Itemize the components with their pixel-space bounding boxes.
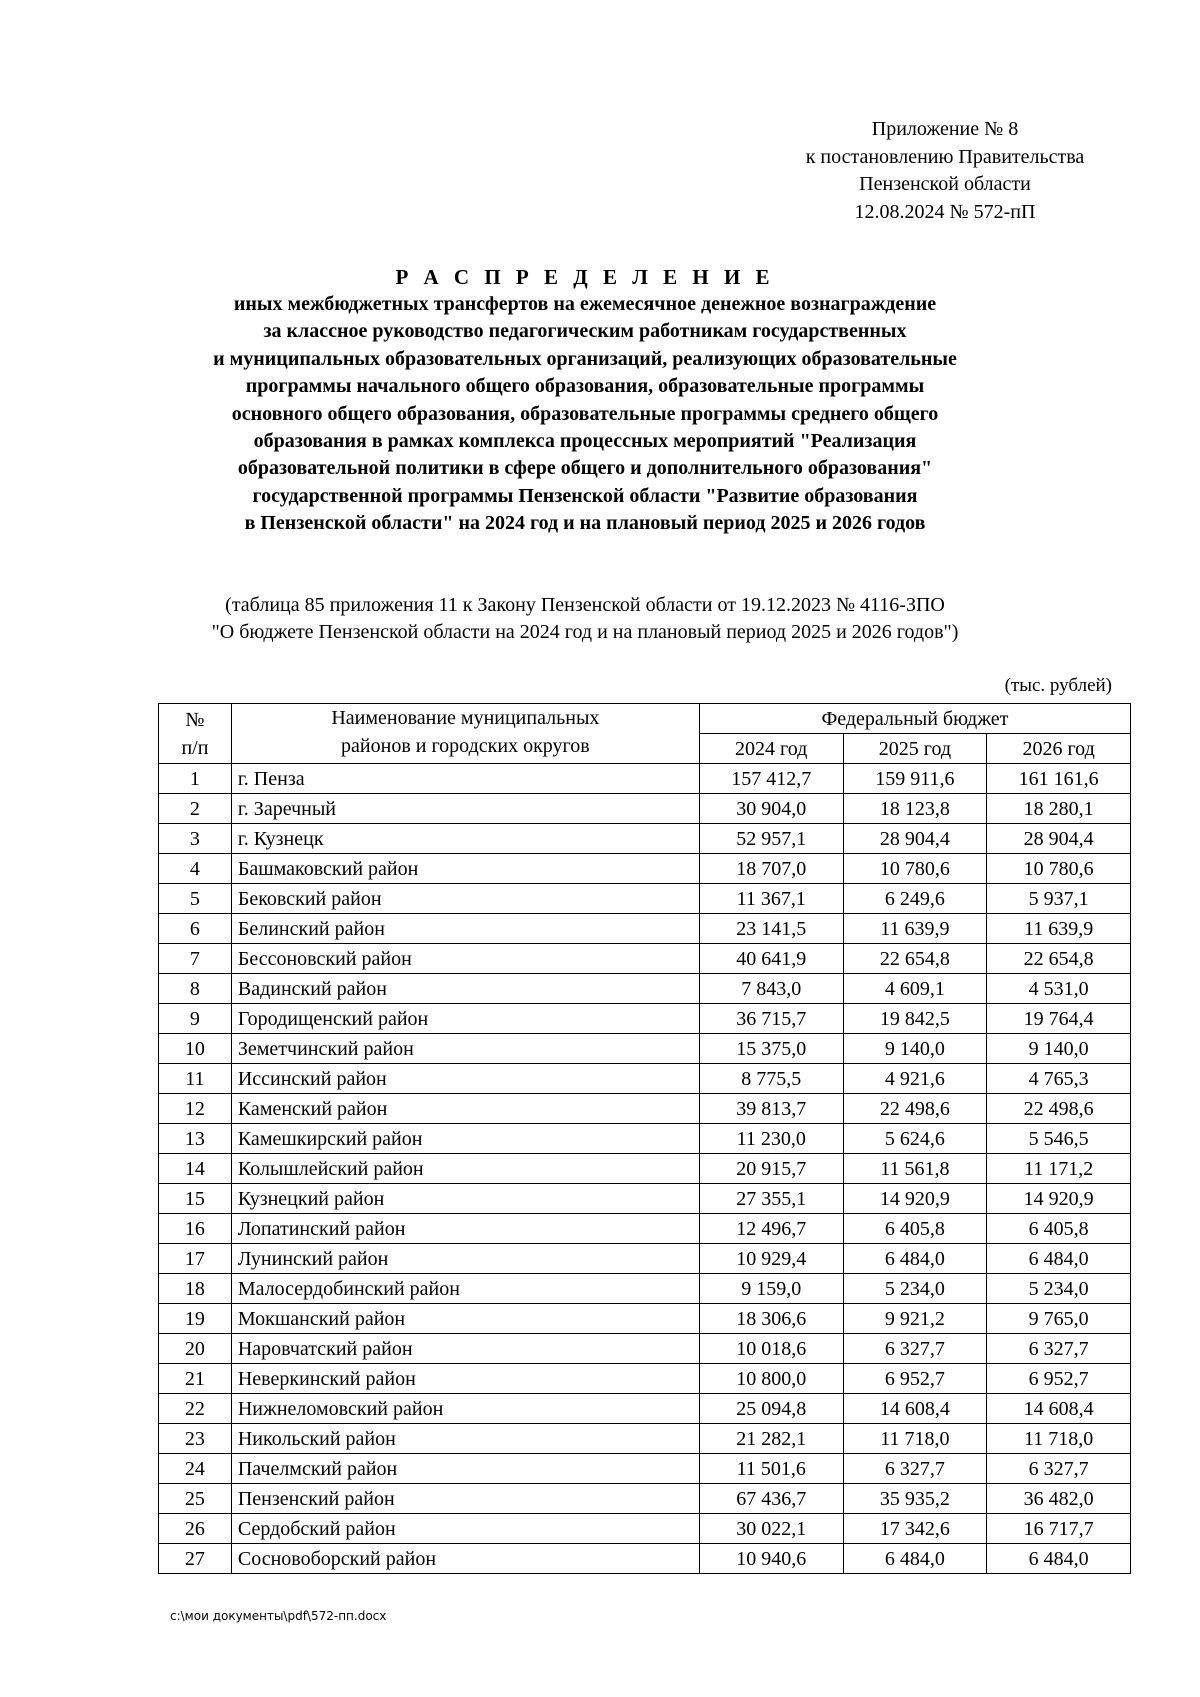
- row-value-2025: 17 342,6: [843, 1514, 987, 1544]
- row-value-2026: 5 937,1: [987, 884, 1131, 914]
- row-value-2026: 6 405,8: [987, 1214, 1131, 1244]
- title-line: программы начального общего образования, образовательные программы: [245, 375, 925, 398]
- table-row: [159, 1334, 1131, 1364]
- row-number: 14: [159, 1154, 232, 1184]
- row-value-2025: 6 484,0: [843, 1244, 987, 1274]
- source-reference: [150, 592, 1020, 646]
- table-row: [159, 944, 1131, 974]
- row-value-2025: 18 123,8: [843, 794, 987, 824]
- row-value-2024: 27 355,1: [699, 1184, 843, 1214]
- units-label: (тыс. рублей): [1004, 675, 1112, 696]
- row-number: 17: [159, 1244, 232, 1274]
- row-name: Лунинский район: [231, 1244, 699, 1274]
- row-number: 6: [159, 914, 232, 944]
- row-value-2025: 6 249,6: [843, 884, 987, 914]
- row-value-2025: 35 935,2: [843, 1484, 987, 1514]
- row-value-2025: 14 920,9: [843, 1184, 987, 1214]
- title-line: образовательной политики в сфере общего и дополнительного образования": [237, 457, 933, 480]
- row-value-2024: 11 367,1: [699, 884, 843, 914]
- title-line: образования в рамках комплекса процессных мероприятий "Реализация: [253, 430, 917, 453]
- appendix-reference: к постановлению Правительства: [805, 145, 1085, 168]
- row-value-2025: 19 842,5: [843, 1004, 987, 1034]
- header-name: [231, 704, 699, 764]
- row-number: 11: [159, 1064, 232, 1094]
- row-value-2024: 10 018,6: [699, 1334, 843, 1364]
- row-name: Башмаковский район: [231, 854, 699, 884]
- row-number: 3: [159, 824, 232, 854]
- row-value-2026: 16 717,7: [987, 1514, 1131, 1544]
- row-name: Пензенский район: [231, 1484, 699, 1514]
- header-year-2026: 2026 год: [987, 734, 1131, 764]
- row-value-2026: 11 639,9: [987, 914, 1131, 944]
- row-value-2025: 6 405,8: [843, 1214, 987, 1244]
- row-number: 26: [159, 1514, 232, 1544]
- row-value-2024: 67 436,7: [699, 1484, 843, 1514]
- row-number: 16: [159, 1214, 232, 1244]
- row-name: Нижнеломовский район: [231, 1394, 699, 1424]
- row-number: 2: [159, 794, 232, 824]
- row-value-2024: 12 496,7: [699, 1214, 843, 1244]
- row-value-2026: 5 546,5: [987, 1124, 1131, 1154]
- row-name: г. Пенза: [231, 764, 699, 794]
- title-line: иных межбюджетных трансфертов на ежемесячное денежное вознаграждение: [233, 293, 937, 315]
- row-value-2025: 5 624,6: [843, 1124, 987, 1154]
- row-value-2024: 9 159,0: [699, 1274, 843, 1304]
- header-federal-budget: Федеральный бюджет: [699, 704, 1130, 734]
- row-name: Колышлейский район: [231, 1154, 699, 1184]
- table-row: [159, 1034, 1131, 1064]
- row-value-2026: 4 765,3: [987, 1064, 1131, 1094]
- row-name: Лопатинский район: [231, 1214, 699, 1244]
- row-number: 20: [159, 1334, 232, 1364]
- table-row: [159, 884, 1131, 914]
- row-number: 15: [159, 1184, 232, 1214]
- row-number: 23: [159, 1424, 232, 1454]
- row-value-2026: 161 161,6: [987, 764, 1131, 794]
- title-heading: Р А С П Р Е Д Е Л Е Н И Е: [395, 265, 775, 289]
- row-value-2024: 52 957,1: [699, 824, 843, 854]
- table-row: [159, 854, 1131, 884]
- row-value-2025: 6 484,0: [843, 1544, 987, 1574]
- row-value-2025: 4 921,6: [843, 1064, 987, 1094]
- row-value-2024: 10 929,4: [699, 1244, 843, 1274]
- row-name: Бессоновский район: [231, 944, 699, 974]
- row-value-2025: 9 140,0: [843, 1034, 987, 1064]
- row-number: 22: [159, 1394, 232, 1424]
- row-number: 9: [159, 1004, 232, 1034]
- table-row: [159, 1094, 1131, 1124]
- row-number: 27: [159, 1544, 232, 1574]
- row-value-2024: 20 915,7: [699, 1154, 843, 1184]
- row-value-2026: 14 920,9: [987, 1184, 1131, 1214]
- table-row: [159, 1484, 1131, 1514]
- row-name: Белинский район: [231, 914, 699, 944]
- row-value-2026: 4 531,0: [987, 974, 1131, 1004]
- title-line: в Пензенской области" на 2024 год и на плановый период 2025 и 2026 годов: [244, 512, 926, 535]
- row-value-2026: 5 234,0: [987, 1274, 1131, 1304]
- title-line: за классное руководство педагогическим работникам государственных: [263, 320, 907, 343]
- title-line: основного общего образования, образовательные программы среднего общего: [231, 402, 939, 425]
- row-number: 13: [159, 1124, 232, 1154]
- row-name: Сосновоборский район: [231, 1544, 699, 1574]
- table-row: [159, 974, 1131, 1004]
- table-row: [159, 1154, 1131, 1184]
- row-value-2024: 157 412,7: [699, 764, 843, 794]
- row-value-2025: 14 608,4: [843, 1394, 987, 1424]
- row-value-2024: 39 813,7: [699, 1094, 843, 1124]
- row-value-2024: 23 141,5: [699, 914, 843, 944]
- table-row: [159, 1184, 1131, 1214]
- row-value-2024: 11 230,0: [699, 1124, 843, 1154]
- table-row: [159, 914, 1131, 944]
- row-name: Кузнецкий район: [231, 1184, 699, 1214]
- appendix-number: Приложение № 8: [871, 118, 1019, 140]
- row-name: Вадинский район: [231, 974, 699, 1004]
- row-number: 25: [159, 1484, 232, 1514]
- row-value-2025: 4 609,1: [843, 974, 987, 1004]
- row-number: 10: [159, 1034, 232, 1064]
- row-value-2025: 10 780,6: [843, 854, 987, 884]
- table-row: [159, 1394, 1131, 1424]
- row-value-2024: 30 022,1: [699, 1514, 843, 1544]
- row-value-2024: 18 306,6: [699, 1304, 843, 1334]
- row-value-2024: 40 641,9: [699, 944, 843, 974]
- row-name: Бековский район: [231, 884, 699, 914]
- row-value-2026: 6 327,7: [987, 1334, 1131, 1364]
- header-number-line1: №: [185, 708, 205, 731]
- file-path-footer: c:\мои документы\pdf\572-пп.docx: [170, 1609, 387, 1623]
- source-line: (таблица 85 приложения 11 к Закону Пензенской области от 19.12.2023 № 4116-ЗПО: [225, 594, 945, 616]
- row-value-2026: 10 780,6: [987, 854, 1131, 884]
- appendix-date-number: 12.08.2024 № 572-пП: [854, 200, 1036, 223]
- row-value-2025: 6 952,7: [843, 1364, 987, 1394]
- row-number: 18: [159, 1274, 232, 1304]
- table-row: [159, 1124, 1131, 1154]
- row-value-2025: 9 921,2: [843, 1304, 987, 1334]
- table-row: [159, 794, 1131, 824]
- row-name: Каменский район: [231, 1094, 699, 1124]
- appendix-region: Пензенской области: [859, 173, 1031, 195]
- table-row: [159, 1514, 1131, 1544]
- header-name-line1: Наименование муниципальных: [331, 707, 600, 729]
- appendix-header: [760, 116, 1130, 226]
- row-value-2024: 10 940,6: [699, 1544, 843, 1574]
- row-value-2026: 22 498,6: [987, 1094, 1131, 1124]
- table-row: [159, 824, 1131, 854]
- title-line: государственной программы Пензенской области "Развитие образования: [252, 484, 918, 507]
- row-number: 12: [159, 1094, 232, 1124]
- row-name: Камешкирский район: [231, 1124, 699, 1154]
- table-row: [159, 1544, 1131, 1574]
- row-value-2026: 9 765,0: [987, 1304, 1131, 1334]
- row-value-2024: 25 094,8: [699, 1394, 843, 1424]
- row-value-2026: 11 718,0: [987, 1424, 1131, 1454]
- row-value-2024: 7 843,0: [699, 974, 843, 1004]
- row-name: г. Кузнецк: [231, 824, 699, 854]
- table-header-row: [159, 704, 1131, 734]
- row-number: 1: [159, 764, 232, 794]
- row-value-2024: 18 707,0: [699, 854, 843, 884]
- table-body: [159, 764, 1131, 1574]
- row-value-2025: 11 561,8: [843, 1154, 987, 1184]
- row-number: 4: [159, 854, 232, 884]
- row-value-2026: 9 140,0: [987, 1034, 1131, 1064]
- row-number: 7: [159, 944, 232, 974]
- row-value-2025: 6 327,7: [843, 1454, 987, 1484]
- distribution-table: [158, 703, 1131, 1574]
- row-value-2025: 22 498,6: [843, 1094, 987, 1124]
- row-value-2026: 6 484,0: [987, 1544, 1131, 1574]
- row-name: Никольский район: [231, 1424, 699, 1454]
- header-year-2024: 2024 год: [699, 734, 843, 764]
- table-row: [159, 1274, 1131, 1304]
- row-value-2024: 21 282,1: [699, 1424, 843, 1454]
- row-value-2024: 11 501,6: [699, 1454, 843, 1484]
- row-number: 19: [159, 1304, 232, 1334]
- row-number: 21: [159, 1364, 232, 1394]
- row-value-2024: 15 375,0: [699, 1034, 843, 1064]
- row-value-2026: 36 482,0: [987, 1484, 1131, 1514]
- row-value-2025: 11 718,0: [843, 1424, 987, 1454]
- table-row: [159, 1064, 1131, 1094]
- row-value-2024: 36 715,7: [699, 1004, 843, 1034]
- row-name: Сердобский район: [231, 1514, 699, 1544]
- row-value-2026: 18 280,1: [987, 794, 1131, 824]
- row-number: 5: [159, 884, 232, 914]
- table-row: [159, 1004, 1131, 1034]
- table-row: [159, 1424, 1131, 1454]
- row-value-2025: 5 234,0: [843, 1274, 987, 1304]
- row-name: г. Заречный: [231, 794, 699, 824]
- table-row: [159, 1364, 1131, 1394]
- row-value-2026: 22 654,8: [987, 944, 1131, 974]
- row-value-2025: 159 911,6: [843, 764, 987, 794]
- header-number-line2: п/п: [181, 736, 209, 759]
- row-value-2025: 11 639,9: [843, 914, 987, 944]
- row-value-2024: 30 904,0: [699, 794, 843, 824]
- row-value-2026: 11 171,2: [987, 1154, 1131, 1184]
- row-value-2026: 6 484,0: [987, 1244, 1131, 1274]
- row-value-2026: 14 608,4: [987, 1394, 1131, 1424]
- row-name: Иссинский район: [231, 1064, 699, 1094]
- document-title: [150, 263, 1020, 538]
- row-value-2025: 6 327,7: [843, 1334, 987, 1364]
- row-value-2024: 10 800,0: [699, 1364, 843, 1394]
- header-year-2025: 2025 год: [843, 734, 987, 764]
- row-name: Малосердобинский район: [231, 1274, 699, 1304]
- row-name: Пачелмский район: [231, 1454, 699, 1484]
- row-value-2026: 28 904,4: [987, 824, 1131, 854]
- row-name: Неверкинский район: [231, 1364, 699, 1394]
- row-value-2026: 19 764,4: [987, 1004, 1131, 1034]
- row-name: Наровчатский район: [231, 1334, 699, 1364]
- table-row: [159, 1214, 1131, 1244]
- header-name-line2: районов и городских округов: [341, 735, 590, 757]
- table-row: [159, 1244, 1131, 1274]
- header-number: [159, 704, 232, 764]
- table-row: [159, 1304, 1131, 1334]
- row-number: 8: [159, 974, 232, 1004]
- row-value-2025: 22 654,8: [843, 944, 987, 974]
- row-value-2024: 8 775,5: [699, 1064, 843, 1094]
- table-row: [159, 764, 1131, 794]
- row-value-2025: 28 904,4: [843, 824, 987, 854]
- row-name: Земетчинский район: [231, 1034, 699, 1064]
- row-value-2026: 6 952,7: [987, 1364, 1131, 1394]
- row-value-2026: 6 327,7: [987, 1454, 1131, 1484]
- row-name: Мокшанский район: [231, 1304, 699, 1334]
- row-number: 24: [159, 1454, 232, 1484]
- source-line: "О бюджете Пензенской области на 2024 год и на плановый период 2025 и 2026 годов"): [211, 621, 959, 643]
- table-row: [159, 1454, 1131, 1484]
- row-name: Городищенский район: [231, 1004, 699, 1034]
- title-line: и муниципальных образовательных организаций, реализующих образовательные: [213, 347, 957, 370]
